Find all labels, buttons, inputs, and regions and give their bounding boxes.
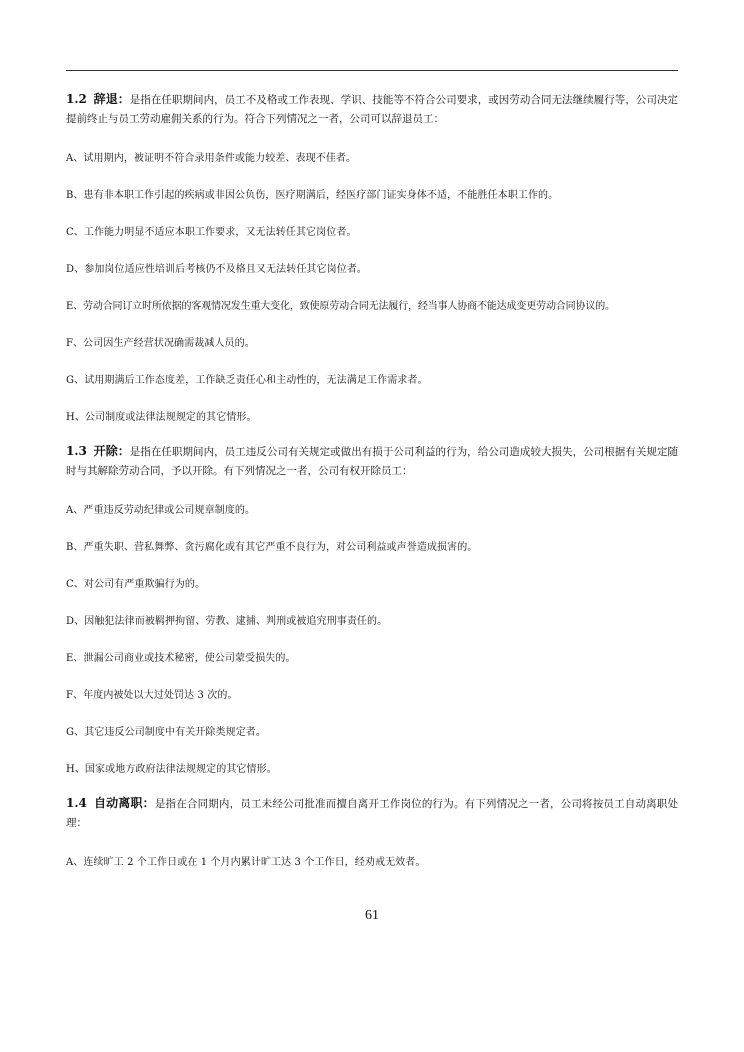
list-item: B、严重失职、营私舞弊、贪污腐化或有其它严重不良行为，对公司利益或声誉造成损害的。 xyxy=(66,542,478,553)
section-dismissal xyxy=(66,90,678,425)
list-item: E、劳动合同订立时所依据的客观情况发生重大变化，致使原劳动合同无法履行，经当事人协商不能达成变更劳动合同协议的。 xyxy=(66,301,615,312)
list-item: G、其它违反公司制度中有关开除类规定者。 xyxy=(66,727,266,738)
list-item: D、参加岗位适应性培训后考核仍不及格且又无法转任其它岗位者。 xyxy=(66,264,368,275)
page-number: 61 xyxy=(365,908,379,923)
section-title: 开除： xyxy=(93,444,130,458)
list-item: H、公司制度或法律法规规定的其它情形。 xyxy=(66,412,257,423)
section-title: 辞退： xyxy=(93,92,130,106)
section-expulsion xyxy=(66,442,678,777)
section-description: 是指在任职期间内，员工违反公司有关规定或做出有损于公司利益的行为，给公司造成较大损失，公司根据有关规定随时与其解除劳动合同，予以开除。有下列情况之一者，公司有权开除员工： xyxy=(66,446,678,477)
list-item: G、试用期满后工作态度差，工作缺乏责任心和主动性的，无法满足工作需求者。 xyxy=(66,375,428,386)
list-item: C、工作能力明显不适应本职工作要求，又无法转任其它岗位者。 xyxy=(66,227,357,238)
section-heading xyxy=(66,90,678,129)
list-item: A、试用期内，被证明不符合录用条件或能力较差、表现不佳者。 xyxy=(66,153,357,164)
list-item: A、连续旷工 2 个工作日或在 1 个月内累计旷工达 3 个工作日，经劝戒无效者。 xyxy=(66,857,426,868)
section-heading xyxy=(66,442,678,481)
section-number: 1.4 xyxy=(66,796,87,810)
document-body xyxy=(66,90,678,870)
list-item: A、严重违反劳动纪律或公司规章制度的。 xyxy=(66,505,256,516)
section-description: 是指在合同期内，员工未经公司批准而擅自离开工作岗位的行为。有下列情况之一者，公司将按员工自动离职处理： xyxy=(66,798,678,829)
section-number: 1.3 xyxy=(66,444,87,458)
section-heading xyxy=(66,794,678,833)
list-item: F、公司因生产经营状况确需裁减人员的。 xyxy=(66,338,255,349)
list-item: E、泄漏公司商业或技术秘密，使公司蒙受损失的。 xyxy=(66,653,296,664)
list-item: C、对公司有严重欺骗行为的。 xyxy=(66,579,206,590)
list-item: H、国家或地方政府法律法规规定的其它情形。 xyxy=(66,764,277,775)
section-voluntary-leave xyxy=(66,794,678,870)
section-title: 自动离职： xyxy=(93,796,155,810)
list-item: D、因触犯法律而被羁押拘留、劳教、逮捕、判刑或被追究刑事责任的。 xyxy=(66,616,388,627)
list-item: F、年度内被处以大过处罚达 3 次的。 xyxy=(66,690,238,701)
section-description: 是指在任职期间内，员工不及格或工作表现、学识、技能等不符合公司要求，或因劳动合同无法继续履行等，公司决定提前终止与员工劳动雇佣关系的行为。符合下列情况之一者，公司可以辞退员工： xyxy=(66,94,678,125)
list-item: B、患有非本职工作引起的疾病或非因公负伤，医疗期满后，经医疗部门证实身体不适，不能胜任本职工作的。 xyxy=(66,190,559,201)
section-number: 1.2 xyxy=(66,92,87,106)
header-rule xyxy=(66,70,678,71)
